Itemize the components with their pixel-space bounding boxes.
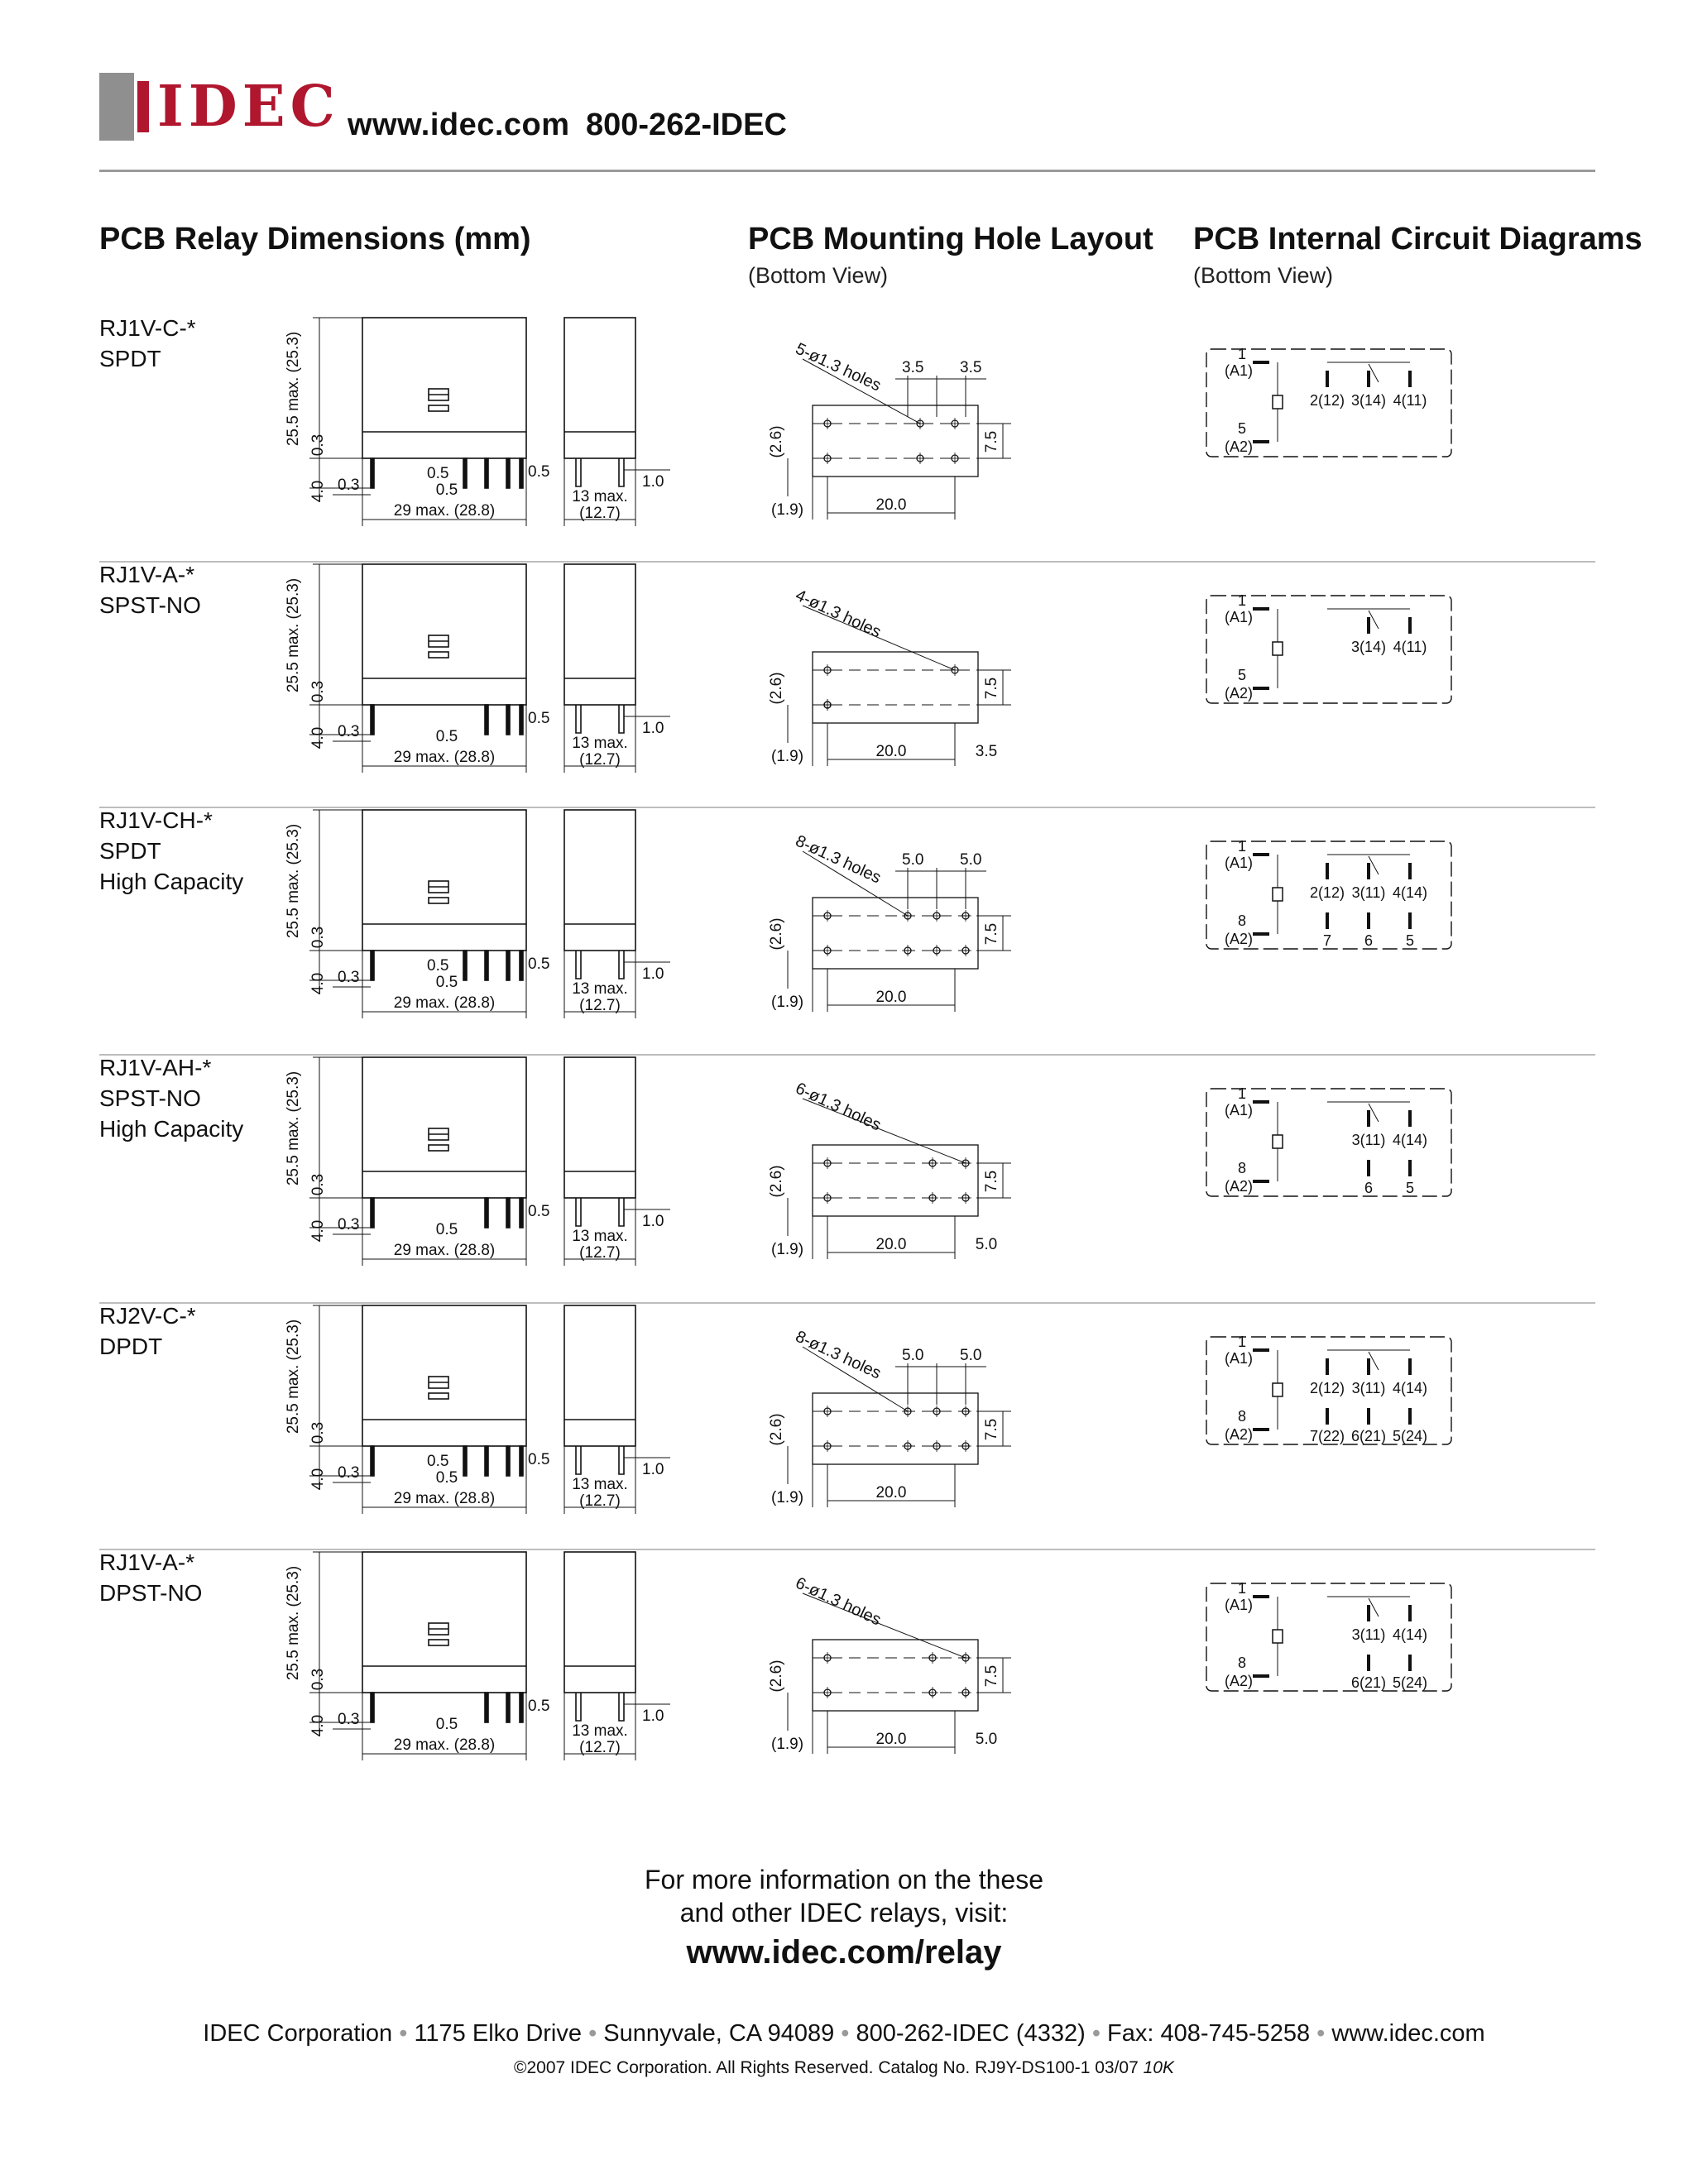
dim-pin-width: 1.0	[642, 1461, 664, 1478]
coil-terminal-1: 1	[1237, 1334, 1246, 1350]
contact-label-3: 4(14)	[1392, 1132, 1428, 1148]
relay-pin	[485, 1446, 488, 1476]
relay-side-pin	[619, 951, 624, 979]
relay-pin	[485, 705, 488, 735]
relay-side-pin	[619, 1693, 624, 1721]
coil-terminal-2: 5	[1237, 667, 1246, 683]
pcb-outline	[813, 1640, 978, 1711]
holes-dim-bottom-right: 3.5	[975, 743, 998, 760]
relay-pin	[506, 1446, 510, 1476]
dim-pin-length: 4.0	[309, 972, 327, 995]
holes-dim-bottom-left: (1.9)	[771, 501, 804, 519]
dim-height: 25.5 max. (25.3)	[285, 577, 302, 693]
row-type: SPST-NO	[99, 592, 201, 618]
dim-side-width-nominal: (12.7)	[579, 1244, 621, 1262]
coil-terminal-2-label: (A2)	[1224, 931, 1253, 947]
footer-city: Sunnyvale, CA 94089	[603, 2020, 835, 2047]
contact-label-3: 4(11)	[1393, 392, 1427, 409]
coil-symbol	[1273, 395, 1283, 409]
relay-front-body	[362, 810, 526, 951]
holes-dim-bottom-mid: 20.0	[875, 1731, 907, 1748]
coil-terminal-1-label: (A1)	[1224, 609, 1253, 625]
coil-symbol	[1273, 1383, 1283, 1396]
relay-dimension-drawing	[273, 798, 703, 1038]
holes-dim-left: (2.6)	[768, 1413, 785, 1446]
relay-side-pin	[619, 1198, 624, 1226]
dim-side-width: 13 max.	[572, 1228, 628, 1245]
footer-copyright-line	[0, 2058, 1688, 2078]
row-type: SPDT	[99, 346, 161, 371]
relay-pin	[506, 951, 510, 980]
mounting-hole-layout	[745, 1294, 1026, 1534]
holes-dim-bottom-mid: 20.0	[875, 1484, 907, 1502]
holes-dim-bottom-mid: 20.0	[875, 1236, 907, 1253]
coil-terminal-1: 1	[1237, 346, 1246, 362]
relay-front-body	[362, 564, 526, 705]
dim-height: 25.5 max. (25.3)	[285, 1319, 302, 1434]
holes-dim-top1: 5.0	[902, 851, 924, 869]
holes-dim-bottom-right: 5.0	[975, 1236, 998, 1253]
relay-pin	[506, 1198, 510, 1228]
holes-dim-top1: 5.0	[902, 1347, 924, 1364]
internal-circuit-diagram	[1203, 1334, 1468, 1458]
holes-dim-left: (2.6)	[768, 672, 785, 705]
dim-side-width: 13 max.	[572, 1476, 628, 1493]
dim-gap2: 0.5	[435, 1469, 458, 1487]
relay-dimension-drawing	[273, 306, 703, 546]
contact-label-2: 3(11)	[1351, 884, 1386, 901]
contact-label-1: 2(12)	[1309, 392, 1345, 409]
dim-edge: 0.3	[338, 1464, 360, 1482]
relay-pin	[371, 1446, 374, 1476]
contact-bottom-label-1: 7	[1322, 932, 1332, 949]
dim-side-width-nominal: (12.7)	[579, 997, 621, 1014]
idec-logo	[99, 73, 340, 141]
relay-side-body	[564, 1305, 635, 1446]
row-model: RJ1V-CH-*	[99, 807, 213, 833]
row-label-group	[99, 313, 196, 374]
dim-base: 0.3	[309, 433, 327, 457]
holes-dim-left: (2.6)	[768, 1660, 785, 1693]
relay-pin	[520, 458, 523, 488]
holes-dim-left: (2.6)	[768, 1165, 785, 1198]
contact-label-1: 2(12)	[1309, 884, 1345, 901]
relay-front-body	[362, 318, 526, 458]
circuit-title: PCB Internal Circuit Diagrams	[1193, 222, 1642, 256]
dim-gap2: 0.5	[435, 728, 458, 745]
dim-height: 25.5 max. (25.3)	[285, 823, 302, 939]
dim-pin-width: 1.0	[642, 1707, 664, 1725]
coil-terminal-2-label: (A2)	[1224, 685, 1253, 702]
footer-corporate-line: IDEC Corporation • 1175 Elko Drive • Sunnyvale, CA 94089 • 800-262-IDEC (4332) • Fax: 408-745-5258 • www.idec.com	[203, 2020, 1485, 2047]
dim-pin-length: 4.0	[309, 1714, 327, 1737]
dim-pin-width: 1.0	[642, 720, 664, 737]
row-model: RJ1V-C-*	[99, 315, 196, 341]
holes-label: 6-ø1.3 holes	[792, 1573, 884, 1630]
relay-pin	[371, 951, 374, 980]
pcb-outline	[813, 405, 978, 477]
coil-terminal-1-label: (A1)	[1224, 855, 1253, 871]
pcb-outline	[813, 652, 978, 723]
holes-label: 6-ø1.3 holes	[792, 1079, 884, 1135]
relay-side-body	[564, 1552, 635, 1693]
dim-gap3: 0.5	[528, 463, 550, 481]
holes-dim-right: 7.5	[983, 430, 1000, 453]
internal-circuit-diagram	[1203, 1580, 1468, 1704]
relay-side-body	[564, 1057, 635, 1198]
holes-label: 4-ø1.3 holes	[792, 586, 884, 642]
header-divider	[99, 170, 1595, 172]
holes-dim-right: 7.5	[983, 922, 1000, 946]
mounting-subtitle: (Bottom View)	[748, 263, 889, 288]
row-label-group	[99, 1300, 196, 1362]
contact-label-2: 3(11)	[1351, 1626, 1386, 1643]
header-phone: 800-262-IDEC	[586, 108, 787, 142]
coil-terminal-1: 1	[1237, 838, 1246, 855]
dim-gap2: 0.5	[435, 1221, 458, 1238]
dim-edge: 0.3	[338, 1216, 360, 1233]
relay-pin	[520, 705, 523, 735]
dim-edge: 0.3	[338, 723, 360, 740]
dim-edge: 0.3	[338, 1711, 360, 1728]
holes-label: 5-ø1.3 holes	[792, 339, 884, 395]
holes-label: 8-ø1.3 holes	[792, 1327, 884, 1383]
row-sub: High Capacity	[99, 1116, 244, 1142]
relay-side-pin	[619, 705, 624, 733]
coil-terminal-1-label: (A1)	[1224, 362, 1253, 379]
relay-pin	[485, 458, 488, 488]
footer-copyright: ©2007 IDEC Corporation. All Rights Reserved. Catalog No. RJ9Y-DS100-1 03/07	[514, 2058, 1139, 2077]
dim-pin-width: 1.0	[642, 965, 664, 983]
holes-dim-bottom-mid: 20.0	[875, 743, 907, 760]
holes-dim-bottom-left: (1.9)	[771, 994, 804, 1011]
row-model: RJ1V-A-*	[99, 1549, 195, 1575]
relay-dimension-drawing	[273, 1540, 703, 1780]
logo-text: IDEC	[157, 74, 340, 140]
relay-side-pin	[576, 1446, 581, 1474]
row-type: SPST-NO	[99, 1085, 201, 1111]
footer-info-line1: For more information on the these	[644, 1865, 1043, 1894]
contact-label-3: 4(14)	[1392, 1380, 1428, 1396]
dim-width: 29 max. (28.8)	[393, 1736, 496, 1754]
contact-bottom-label-3: 5	[1405, 1180, 1415, 1196]
mounting-hole-layout	[745, 1540, 1026, 1780]
relay-pin	[485, 1693, 488, 1722]
row-sub: High Capacity	[99, 869, 244, 894]
footer-relay-url[interactable]: www.idec.com/relay	[686, 1934, 1002, 1971]
relay-pin	[371, 1198, 374, 1228]
dim-width: 29 max. (28.8)	[393, 502, 496, 520]
dim-edge: 0.3	[338, 477, 360, 494]
relay-front-body	[362, 1057, 526, 1198]
dim-gap3: 0.5	[528, 710, 550, 727]
dim-side-width: 13 max.	[572, 488, 628, 505]
relay-side-pin	[619, 458, 624, 486]
coil-terminal-2: 8	[1237, 912, 1246, 929]
holes-dim-left: (2.6)	[768, 917, 785, 951]
mounting-hole-layout	[745, 1046, 1026, 1286]
holes-dim-top1: 3.5	[902, 359, 924, 376]
dim-pin-width: 1.0	[642, 473, 664, 491]
dim-width: 29 max. (28.8)	[393, 749, 496, 766]
mounting-title: PCB Mounting Hole Layout	[748, 222, 1153, 256]
relay-pin	[463, 951, 467, 980]
dim-base: 0.3	[309, 680, 327, 703]
internal-circuit-diagram	[1203, 1085, 1468, 1209]
dim-pin-width: 1.0	[642, 1213, 664, 1230]
relay-side-pin	[619, 1446, 624, 1474]
dim-edge: 0.3	[338, 969, 360, 986]
coil-terminal-1-label: (A1)	[1224, 1597, 1253, 1613]
row-model: RJ1V-AH-*	[99, 1055, 212, 1080]
contact-label-2: 3(14)	[1350, 639, 1387, 655]
contact-bottom-label-3: 5	[1405, 932, 1415, 949]
footer-fax: Fax: 408-745-5258	[1107, 2020, 1311, 2047]
dim-side-width-nominal: (12.7)	[579, 505, 621, 522]
dim-height: 25.5 max. (25.3)	[285, 331, 302, 447]
coil-terminal-2: 8	[1237, 1655, 1246, 1671]
mounting-hole-layout	[745, 306, 1026, 546]
internal-circuit-diagram	[1203, 838, 1468, 962]
row-model: RJ1V-A-*	[99, 562, 195, 587]
header-website[interactable]: www.idec.com	[348, 108, 570, 142]
contact-bottom-label-3: 5(24)	[1392, 1674, 1428, 1691]
mounting-hole-layout	[745, 798, 1026, 1038]
circuit-subtitle: (Bottom View)	[1193, 263, 1334, 288]
relay-pin	[371, 1693, 374, 1722]
holes-label: 8-ø1.3 holes	[792, 831, 884, 888]
internal-circuit-diagram	[1203, 592, 1468, 716]
holes-dim-left: (2.6)	[768, 425, 785, 458]
contact-label-2: 3(11)	[1351, 1380, 1386, 1396]
dim-base: 0.3	[309, 1173, 327, 1196]
coil-terminal-2-label: (A2)	[1224, 438, 1253, 455]
relay-pin	[520, 1198, 523, 1228]
coil-terminal-2-label: (A2)	[1224, 1426, 1253, 1443]
contact-bottom-label-3: 5(24)	[1392, 1428, 1428, 1444]
footer-corp-name: IDEC Corporation	[203, 2020, 393, 2047]
holes-dim-bottom-left: (1.9)	[771, 1736, 804, 1753]
contact-label-3: 4(11)	[1393, 639, 1427, 655]
relay-dimension-drawing	[273, 1294, 703, 1534]
internal-circuit-diagram	[1203, 346, 1468, 470]
footer-address: 1175 Elko Drive	[414, 2020, 582, 2047]
footer-web[interactable]: www.idec.com	[1331, 2020, 1485, 2047]
coil-terminal-2-label: (A2)	[1224, 1178, 1253, 1195]
relay-side-pin	[576, 1693, 581, 1721]
holes-dim-right: 7.5	[983, 677, 1000, 700]
holes-dim-right: 7.5	[983, 1418, 1000, 1441]
relay-pin	[520, 1693, 523, 1722]
relay-pin	[485, 951, 488, 980]
pcb-outline	[813, 1145, 978, 1216]
relay-pin	[520, 1446, 523, 1476]
dim-width: 29 max. (28.8)	[393, 1242, 496, 1259]
coil-terminal-2: 8	[1237, 1160, 1246, 1176]
dim-gap1: 0.5	[427, 957, 449, 975]
contact-label-3: 4(14)	[1392, 884, 1428, 901]
dim-side-width: 13 max.	[572, 735, 628, 752]
relay-pin	[485, 1198, 488, 1228]
relay-pin	[463, 1446, 467, 1476]
dim-gap2: 0.5	[435, 1716, 458, 1733]
dim-side-width-nominal: (12.7)	[579, 1492, 621, 1510]
dim-gap3: 0.5	[528, 1203, 550, 1220]
relay-side-body	[564, 564, 635, 705]
relay-dimension-drawing	[273, 1046, 703, 1286]
footer-print-run: 10K	[1143, 2058, 1174, 2077]
relay-side-body	[564, 318, 635, 458]
dim-base: 0.3	[309, 1668, 327, 1691]
coil-terminal-1: 1	[1237, 1580, 1246, 1597]
row-type: DPDT	[99, 1334, 163, 1359]
row-label-group	[99, 559, 201, 620]
row-label-group	[99, 1547, 202, 1608]
dim-gap2: 0.5	[435, 974, 458, 991]
dim-pin-length: 4.0	[309, 1468, 327, 1491]
dim-side-width-nominal: (12.7)	[579, 751, 621, 769]
holes-dim-bottom-right: 5.0	[975, 1731, 998, 1748]
relay-pin	[463, 458, 467, 488]
relay-pin	[371, 705, 374, 735]
dim-gap1: 0.5	[427, 465, 449, 482]
dim-pin-length: 4.0	[309, 726, 327, 750]
holes-dim-top2: 5.0	[960, 1347, 982, 1364]
relay-pin	[506, 1693, 510, 1722]
row-label-group	[99, 1052, 243, 1144]
relay-dimension-drawing	[273, 553, 703, 793]
dim-gap2: 0.5	[435, 481, 458, 499]
relay-side-pin	[576, 705, 581, 733]
holes-dim-bottom-mid: 20.0	[875, 989, 907, 1006]
holes-dim-top2: 5.0	[960, 851, 982, 869]
relay-pin	[520, 951, 523, 980]
dim-gap3: 0.5	[528, 1698, 550, 1715]
contact-label-2: 3(14)	[1350, 392, 1387, 409]
coil-symbol	[1273, 888, 1283, 901]
row-label-group	[99, 805, 243, 897]
dim-gap3: 0.5	[528, 1451, 550, 1468]
dim-width: 29 max. (28.8)	[393, 1490, 496, 1507]
holes-dim-top2: 3.5	[960, 359, 982, 376]
relay-pin	[506, 458, 510, 488]
coil-terminal-2: 8	[1237, 1408, 1246, 1425]
relay-pin	[371, 458, 374, 488]
dim-side-width: 13 max.	[572, 1722, 628, 1740]
coil-terminal-1: 1	[1237, 1085, 1246, 1102]
holes-dim-bottom-left: (1.9)	[771, 748, 804, 765]
dim-base: 0.3	[309, 926, 327, 949]
coil-terminal-1-label: (A1)	[1224, 1350, 1253, 1367]
dim-height: 25.5 max. (25.3)	[285, 1070, 302, 1186]
coil-symbol	[1273, 1630, 1283, 1643]
coil-terminal-1-label: (A1)	[1224, 1102, 1253, 1118]
relay-side-pin	[576, 951, 581, 979]
relay-side-body	[564, 810, 635, 951]
row-type: DPST-NO	[99, 1580, 203, 1606]
holes-dim-bottom-left: (1.9)	[771, 1489, 804, 1506]
relay-front-body	[362, 1552, 526, 1693]
dim-pin-length: 4.0	[309, 480, 327, 503]
contact-label-1: 2(12)	[1309, 1380, 1345, 1396]
dim-gap1: 0.5	[427, 1453, 449, 1470]
dim-side-width-nominal: (12.7)	[579, 1739, 621, 1756]
coil-symbol	[1273, 642, 1283, 655]
contact-label-3: 4(14)	[1392, 1626, 1428, 1643]
relay-front-body	[362, 1305, 526, 1446]
dim-side-width: 13 max.	[572, 980, 628, 998]
holes-dim-right: 7.5	[983, 1170, 1000, 1193]
contact-bottom-label-2: 6(21)	[1350, 1428, 1387, 1444]
contact-bottom-label-1: 7(22)	[1309, 1428, 1345, 1444]
footer-phone: 800-262-IDEC (4332)	[856, 2020, 1086, 2047]
contact-bottom-label-2: 6(21)	[1350, 1674, 1387, 1691]
dimensions-title: PCB Relay Dimensions (mm)	[99, 222, 531, 256]
coil-terminal-2-label: (A2)	[1224, 1673, 1253, 1689]
coil-terminal-1: 1	[1237, 592, 1246, 609]
relay-pin	[506, 705, 510, 735]
footer-info-line2: and other IDEC relays, visit:	[679, 1898, 1009, 1928]
contact-bottom-label-2: 6	[1364, 1180, 1374, 1196]
row-model: RJ2V-C-*	[99, 1303, 196, 1329]
dim-gap3: 0.5	[528, 956, 550, 973]
row-type: SPDT	[99, 838, 161, 864]
dim-pin-length: 4.0	[309, 1219, 327, 1243]
coil-terminal-2: 5	[1237, 420, 1246, 437]
holes-dim-bottom-left: (1.9)	[771, 1241, 804, 1258]
dim-base: 0.3	[309, 1421, 327, 1444]
mounting-hole-layout	[745, 553, 1026, 793]
relay-side-pin	[576, 1198, 581, 1226]
holes-dim-right: 7.5	[983, 1664, 1000, 1688]
contact-label-2: 3(11)	[1351, 1132, 1386, 1148]
contact-bottom-label-2: 6	[1364, 932, 1374, 949]
holes-dim-bottom-mid: 20.0	[875, 496, 907, 514]
relay-side-pin	[576, 458, 581, 486]
dim-height: 25.5 max. (25.3)	[285, 1565, 302, 1681]
coil-symbol	[1273, 1135, 1283, 1148]
dim-width: 29 max. (28.8)	[393, 994, 496, 1012]
